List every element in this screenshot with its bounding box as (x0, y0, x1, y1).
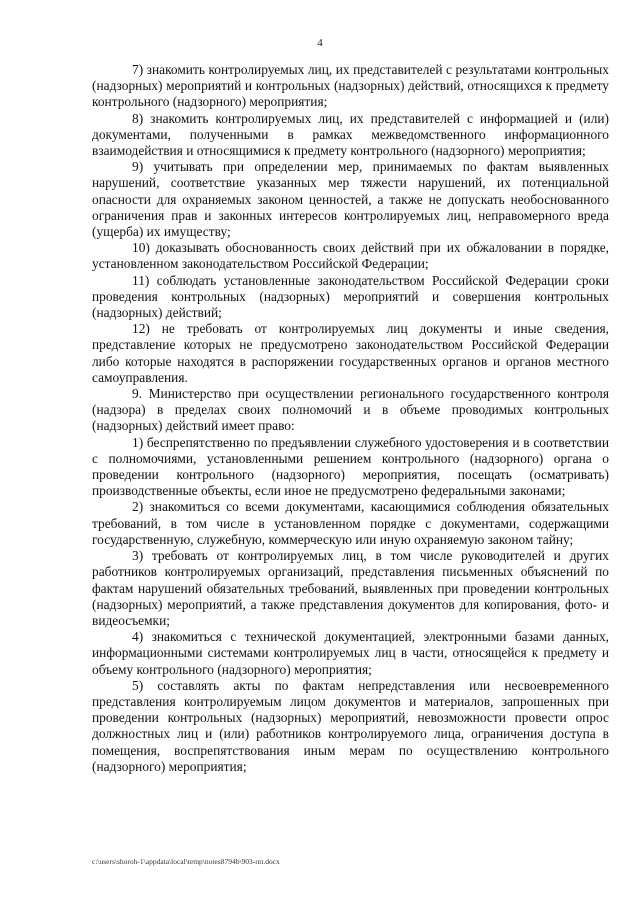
paragraph-item-12: 12) не требовать от контролируемых лиц документы и иные сведения, представление которых не предусмотрено законодательством Российской Федерации либо которые находятся в распоряжении государственных органов и органов местного самоуправления. (92, 321, 609, 385)
footer-file-path: c:\users\shoroh-1\appdata\local\temp\notes8794b\903-пп.docx (92, 857, 280, 866)
paragraph-right-3: 3) требовать от контролируемых лиц, в том числе руководителей и других работников контролируемых организаций, представления письменных объяснений по фактам нарушений обязательных требований, выявленных при проведении контрольных (надзорных) мероприятий, а также представления документов для копирования, фото- и видеосъемки; (92, 548, 609, 628)
paragraph-clause-9: 9. Министерство при осуществлении регионального государственного контроля (надзора) в пределах своих полномочий и в объеме проводимых контрольных (надзорных) действий имеет право: (92, 386, 609, 434)
paragraph-right-1: 1) беспрепятственно по предъявлении служебного удостоверения и в соответствии с полномочиями, установленными решением контрольного (надзорного) органа о проведении контрольного (надзорного) мероприятия, посещать (осматривать) производственные объекты, если иное не предусмотрено федеральными законами; (92, 434, 609, 499)
page-number: 4 (317, 37, 323, 49)
paragraph-right-5: 5) составлять акты по фактам непредставления или несвоевременного представления контролируемым лицом документов и материалов, запрошенных при проведении контрольных (надзорных) мероприятий, невозможности провести опрос должностных лиц и (или) работников контролируемого лица, ограничения доступа в помещения, воспрепятствования иным мерам по осуществлению контрольного (надзорного) мероприятия; (92, 677, 609, 774)
paragraph-right-2: 2) знакомиться со всеми документами, касающимися соблюдения обязательных требований, в том числе в установленном порядке с документами, содержащими государственную, служебную, коммерческую или иную охраняемую законом тайну; (92, 499, 609, 547)
paragraph-item-11: 11) соблюдать установленные законодательством Российской Федерации сроки проведения контрольных (надзорных) мероприятий и совершения контрольных (надзорных) действий; (92, 272, 609, 321)
paragraph-right-4: 4) знакомиться с технической документацией, электронными базами данных, информационными системами контролируемых лиц в части, относящейся к предмету и объему контрольного (надзорного) мероприятия; (92, 629, 609, 677)
paragraph-item-8: 8) знакомить контролируемых лиц, их представителей с информацией и (или) документами, полученными в рамках межведомственного информационного взаимодействия и относящимися к предмету контрольного (надзорного) мероприятия; (92, 110, 609, 159)
document-body (92, 62, 609, 775)
paragraph-item-9: 9) учитывать при определении мер, принимаемых по фактам выявленных нарушений, соответствие указанных мер тяжести нарушений, их потенциальной опасности для охраняемых законом ценностей, а также не допускать необоснованного ограничения прав и законных интересов контролируемых лиц, неправомерного вреда (ущерба) их имуществу; (92, 159, 609, 240)
paragraph-item-7: 7) знакомить контролируемых лиц, их представителей с результатами контрольных (надзорных) мероприятий и контрольных (надзорных) действий, относящихся к предмету контрольного (надзорного) мероприятия; (92, 62, 609, 110)
paragraph-item-10: 10) доказывать обоснованность своих действий при их обжаловании в порядке, установленном законодательством Российской Федерации; (92, 240, 609, 272)
